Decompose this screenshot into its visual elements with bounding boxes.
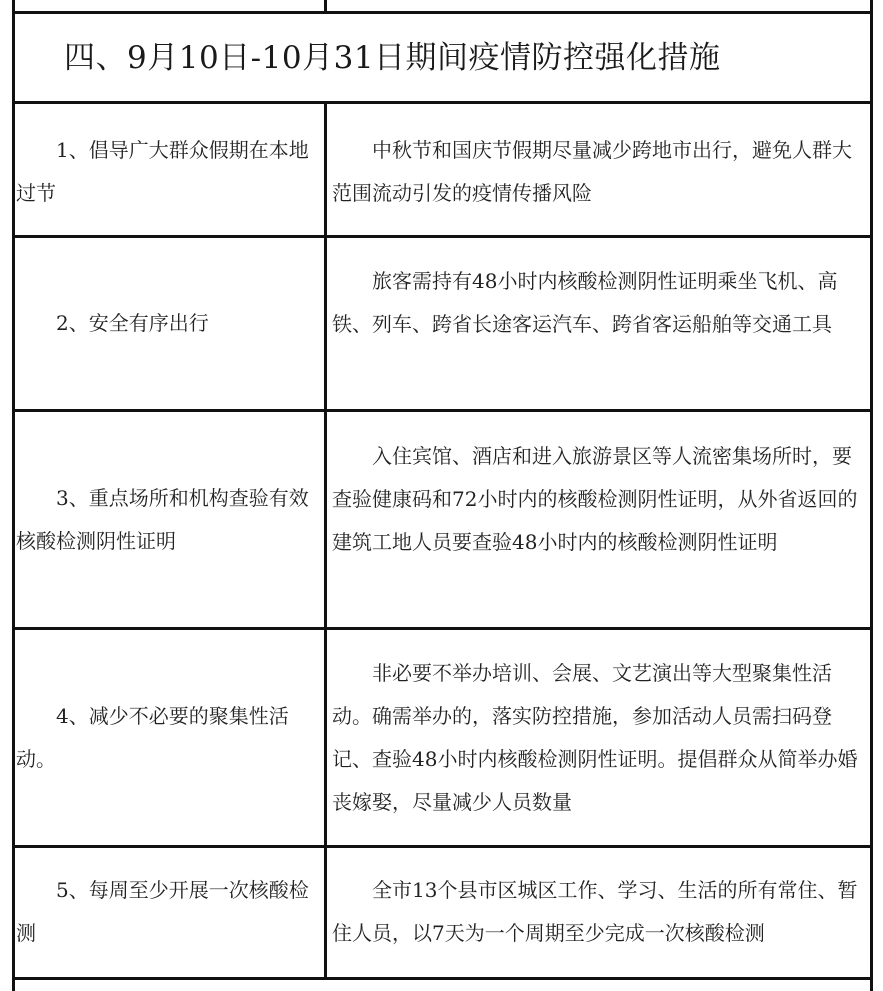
detail-text: 入住宾馆、酒店和进入旅游景区等人流密集场所时，要查验健康码和72小时内的核酸检测阴性证明，从外省返回的建筑工地人员要查验48小时内的核酸检测阴性证明 (332, 444, 858, 554)
measure-text: 4、减少不必要的聚集性活动。 (16, 704, 289, 771)
measure-cell (16, 695, 322, 781)
detail-cell (332, 129, 870, 215)
table-border-left (12, 0, 15, 991)
measure-text: 1、倡导广大群众假期在本地过节 (16, 138, 309, 205)
row-divider (12, 845, 873, 848)
section-title: 四、9月10日-10月31日期间疫情防控强化措施 (64, 40, 721, 76)
detail-cell (332, 260, 870, 346)
row-divider (12, 409, 873, 412)
measure-text: 3、重点场所和机构查验有效核酸检测阴性证明 (16, 486, 309, 553)
detail-text: 非必要不举办培训、会展、文艺演出等大型聚集性活动。确需举办的，落实防控措施，参加活动人员需扫码登记、查验48小时内核酸检测阴性证明。提倡群众从简举办婚丧嫁娶，尽量减少人员数量 (332, 661, 858, 814)
row-divider (12, 627, 873, 630)
row-divider (12, 101, 873, 104)
measure-cell (16, 477, 322, 563)
row-divider (12, 235, 873, 238)
detail-cell (332, 652, 870, 824)
detail-text: 旅客需持有48小时内核酸检测阴性证明乘坐飞机、高铁、列车、跨省长途客运汽车、跨省客运船舶等交通工具 (332, 269, 838, 336)
row-divider (12, 11, 873, 14)
detail-cell (332, 869, 870, 955)
measure-text: 5、每周至少开展一次核酸检测 (16, 878, 309, 945)
detail-text: 全市13个县市区城区工作、学习、生活的所有常住、暂住人员，以7天为一个周期至少完成一次核酸检测 (332, 878, 858, 945)
measure-cell (16, 129, 322, 215)
table-border-right (870, 0, 873, 991)
detail-cell (332, 435, 870, 564)
detail-text: 中秋节和国庆节假期尽量减少跨地市出行，避免人群大范围流动引发的疫情传播风险 (332, 138, 852, 205)
measure-cell (16, 869, 322, 955)
column-divider (324, 104, 327, 977)
measure-cell (16, 302, 322, 345)
measure-text: 2、安全有序出行 (56, 311, 209, 335)
row-divider (12, 977, 873, 980)
